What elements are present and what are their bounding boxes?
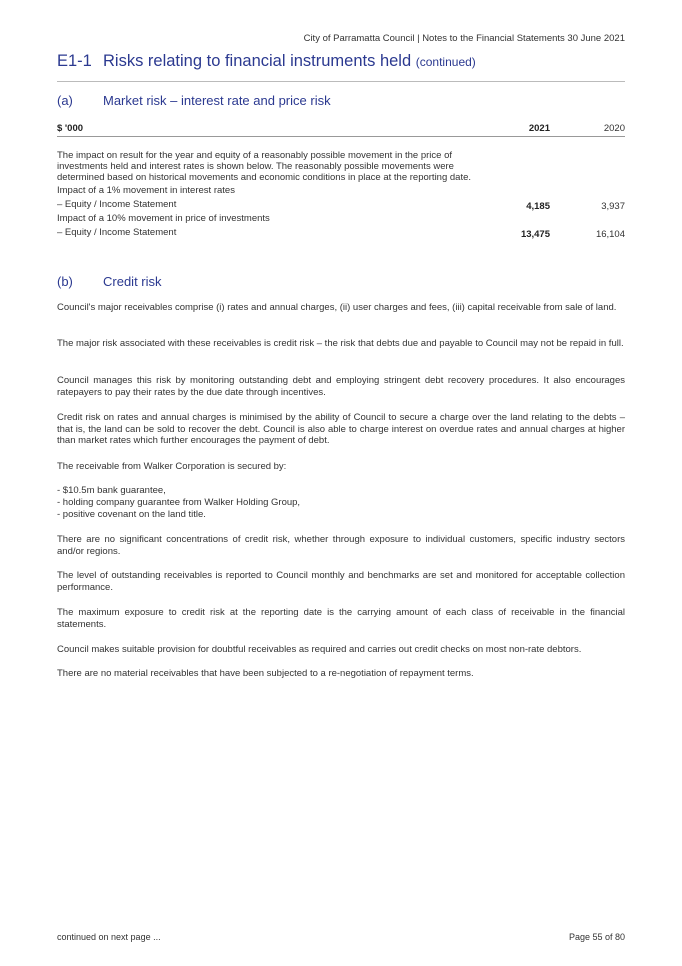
paragraph: Council manages this risk by monitoring outstanding debt and employing stringent debt recovery procedures. It also encourages ratepayers to pay their rates by the due date through incentives. — [57, 375, 625, 398]
section-number: E1-1 — [57, 52, 92, 70]
section-title — [57, 52, 625, 71]
market-risk-table — [57, 120, 625, 238]
paragraph: Council's major receivables comprise (i) rates and annual charges, (ii) user charges and fees, (iii) capital receivable from sale of land. — [57, 302, 617, 313]
row-value-2021: 13,475 — [520, 229, 550, 240]
subsection-letter: (a) — [57, 93, 73, 108]
subsection-title-text: Market risk – interest rate and price risk — [103, 93, 331, 108]
paragraph: The receivable from Walker Corporation is secured by: — [57, 461, 287, 472]
list-item: - holding company guarantee from Walker Holding Group, — [57, 497, 301, 508]
row-value-2020 — [550, 185, 625, 196]
paragraph: Credit risk on rates and annual charges is minimised by the ability of Council to secure a charge over the land relating to the debts – that is, the land can be sold to recover the debt. Council is also able to charge interest on overdue rates and annual charges at higher than market rates which further encourages the payment of debt. — [57, 412, 625, 446]
table-row — [57, 199, 625, 210]
section-title-text: Risks relating to financial instruments held — [103, 52, 412, 70]
paragraph: The maximum exposure to credit risk at the reporting date is the carrying amount of each class of receivable in the financial statements. — [57, 607, 625, 630]
paragraph: The major risk associated with these receivables is credit risk – the risk that debts due and payable to Council may not be repaid in full. — [57, 338, 624, 349]
table-header — [57, 120, 625, 137]
subsection-title-market-risk — [57, 93, 331, 108]
row-value-2021 — [480, 213, 550, 224]
row-label: Impact of a 10% movement in price of investments — [57, 213, 270, 224]
list-item: - positive covenant on the land title. — [57, 509, 206, 520]
page-running-header: City of Parramatta Council | Notes to the Financial Statements 30 June 2021 — [303, 33, 625, 44]
row-label: Impact of a 1% movement in interest rates — [57, 185, 235, 196]
subsection-letter: (b) — [57, 274, 73, 289]
column-header-2020: 2020 — [603, 123, 625, 134]
table-row — [57, 227, 625, 238]
subsection-title-text: Credit risk — [103, 274, 162, 289]
paragraph: The level of outstanding receivables is reported to Council monthly and benchmarks are set and monitored for acceptable collection performance. — [57, 570, 625, 593]
row-value-2020: 16,104 — [595, 229, 625, 240]
row-value-2020 — [550, 213, 625, 224]
table-row — [57, 185, 625, 196]
list-item: - $10.5m bank guarantee, — [57, 485, 166, 496]
row-label: – Equity / Income Statement — [57, 199, 177, 210]
column-header-label: $ '000 — [57, 123, 84, 134]
section-continued: (continued) — [415, 55, 476, 69]
footer-page-number: Page 55 of 80 — [568, 932, 625, 942]
paragraph: Council makes suitable provision for doubtful receivables as required and carries out credit checks on most non-rate debtors. — [57, 644, 582, 655]
paragraph: There are no material receivables that have been subjected to a re-negotiation of repayment terms. — [57, 668, 474, 679]
row-value-2020: 3,937 — [601, 201, 625, 212]
column-header-2021: 2021 — [528, 123, 550, 134]
paragraph: There are no significant concentrations of credit risk, whether through exposure to individual customers, specific industry sectors and/or regions. — [57, 534, 625, 557]
row-value-2021 — [480, 185, 550, 196]
row-value-2021: 4,185 — [526, 201, 550, 212]
table-description: The impact on result for the year and equity of a reasonably possible movement in the price of investments held and interest rates is shown below. The reasonably possible movements were determined based on historical movements and economic conditions in place at the reporting date. — [57, 150, 472, 183]
row-label: – Equity / Income Statement — [57, 227, 177, 238]
footer-continued-note: continued on next page ... — [57, 932, 161, 942]
subsection-title-credit-risk — [57, 274, 162, 289]
section-divider — [57, 81, 625, 82]
table-row — [57, 213, 625, 224]
